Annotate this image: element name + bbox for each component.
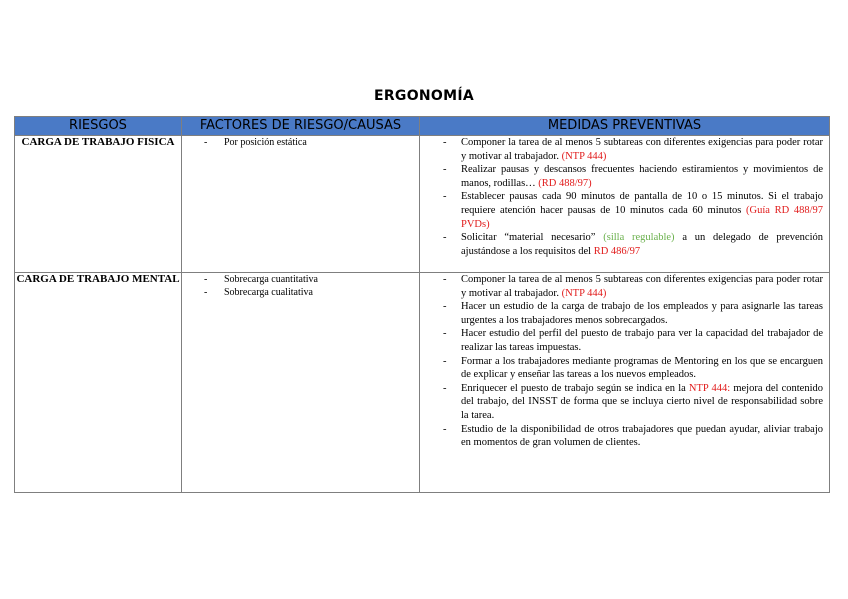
header-factores: FACTORES DE RIESGO/CAUSAS [182,117,420,136]
risk-cell: CARGA DE TRABAJO FISICA [15,136,182,273]
measure-item: - Establecer pausas cada 90 minutos de pantalla de 10 o 15 minutos. Si el trabajo requiere atención hacer pausas de 10 minutos cada 60 minutos (Guía RD 488/97 PVDs) [420,190,829,231]
header-riesgos: RIESGOS [15,117,182,136]
ergonomics-table [14,116,830,493]
table-row [15,273,830,493]
measure-item: - Hacer estudio del perfil del puesto de trabajo para ver la capacidad del trabajador de realizar las tareas impuestas. [420,327,829,354]
factor-item: - Por posición estática [182,136,419,149]
factor-item: - Sobrecarga cualitativa [182,286,419,299]
table-row [15,136,830,273]
measure-item: - Formar a los trabajadores mediante programas de Mentoring en los que se encarguen de explicar y enseñar las tareas a los nuevos empleados. [420,355,829,382]
factor-item: - Sobrecarga cuantitativa [182,273,419,286]
measures-cell [420,136,830,273]
measure-item: - Estudio de la disponibilidad de otros trabajadores que puedan ayudar, aliviar trabajo en momentos de gran volumen de clientes. [420,423,829,450]
risk-cell: CARGA DE TRABAJO MENTAL [15,273,182,493]
measure-item: - Componer la tarea de al menos 5 subtareas con diferentes exigencias para poder rotar y motivar al trabajador. (NTP 444) [420,273,829,300]
measure-item: - Componer la tarea de al menos 5 subtareas con diferentes exigencias para poder rotar y motivar al trabajador. (NTP 444) [420,136,829,163]
measure-item: - Realizar pausas y descansos frecuentes haciendo estiramientos y movimientos de manos, rodillas… (RD 488/97) [420,163,829,190]
measure-item: - Solicitar “material necesario” (silla regulable) a un delegado de prevención ajustándose a los requisitos del RD 486/97 [420,231,829,258]
measure-item: - Hacer un estudio de la carga de trabajo de los empleados y para asignarle las tareas urgentes a los trabajadores menos sobrecargados. [420,300,829,327]
factors-cell [182,136,420,273]
header-medidas: MEDIDAS PREVENTIVAS [420,117,830,136]
measure-item: - Enriquecer el puesto de trabajo según se indica en la NTP 444: mejora del contenido del trabajo, del INSST de forma que se incluya cierto nivel de responsabilidad sobre la tarea. [420,382,829,423]
page-title: ERGONOMÍA [373,88,475,104]
table-header-row [15,117,830,136]
measures-cell [420,273,830,493]
factors-cell [182,273,420,493]
